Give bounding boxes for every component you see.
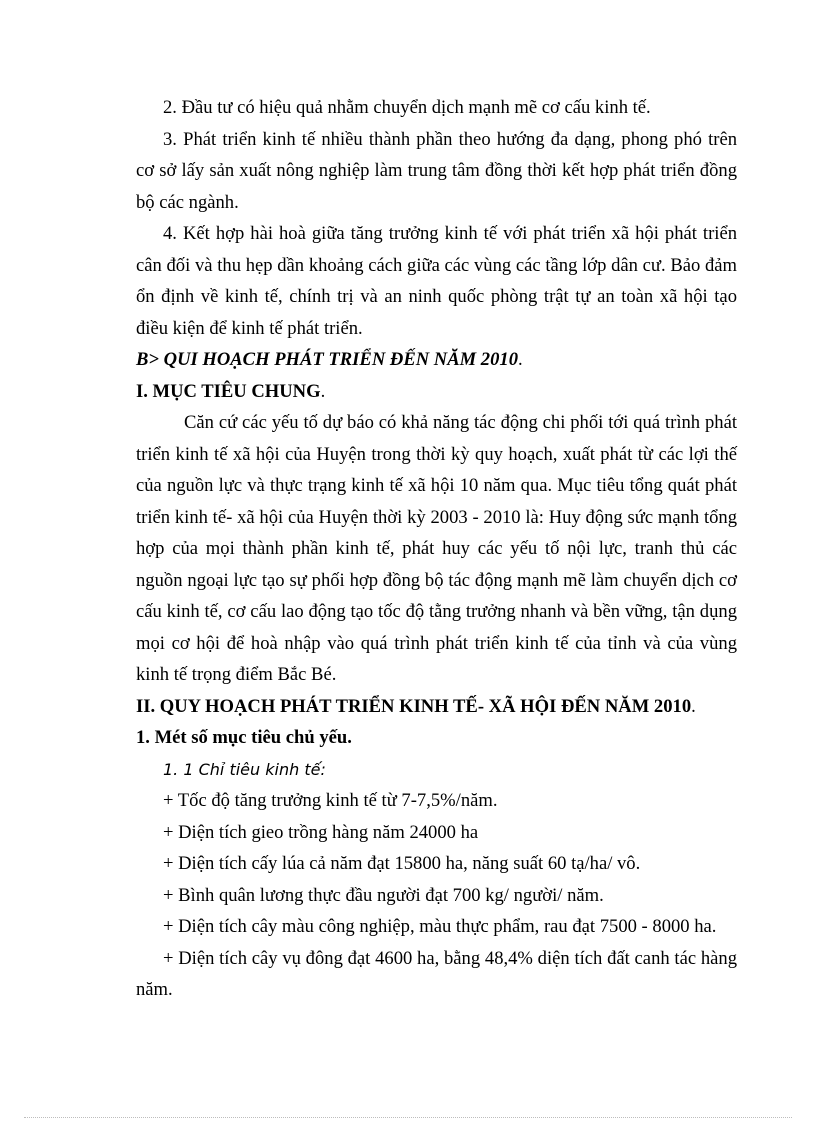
section-b-heading	[136, 344, 737, 376]
section-b-heading-text: B> QUI HOẠCH PHÁT TRIỂN ĐẾN NĂM 2010	[136, 349, 518, 370]
section-2-subheading: 1. Mét số mục tiêu chủ yếu.	[136, 727, 352, 748]
section-1-heading	[136, 376, 737, 408]
section-2-heading-suffix: .	[691, 695, 696, 717]
list-item: + Diện tích gieo trồng hàng năm 24000 ha	[163, 821, 479, 843]
list-item: + Tốc độ tăng trưởng kinh tế từ 7-7,5%/năm.	[163, 790, 498, 811]
section-b-heading-suffix: .	[518, 349, 523, 370]
document-body	[136, 92, 737, 1006]
paragraph-item-2: 2. Đầu tư có hiệu quả nhằm chuyển dịch mạnh mẽ cơ cấu kinh tế.	[163, 97, 651, 118]
list-item: + Bình quân lương thực đầu người đạt 700 kg/ người/ năm.	[163, 884, 604, 906]
paragraph-item-4: 4. Kết hợp hài hoà giữa tăng trưởng kinh tế với phát triển xã hội phát triển cân đối và thu hẹp dần khoảng cách giữa các vùng các tầng lớp dân cư. Bảo đảm ổn định về kinh tế, chính trị và an ninh quốc phòng trật tự an toàn xã hội tạo điều kiện để kinh tế phát triển.	[136, 223, 737, 339]
section-2-subsubheading: 1. 1 Chỉ tiêu kinh tế:	[163, 759, 326, 779]
section-2-heading	[136, 691, 737, 723]
section-1-heading-text: I. MỤC TIÊU CHUNG	[136, 380, 321, 402]
page-bottom-divider	[24, 1117, 792, 1118]
list-item: + Diện tích cây vụ đông đạt 4600 ha, bằng 48,4% diện tích đất canh tác hàng năm.	[136, 947, 737, 1000]
list-item: + Diện tích cấy lúa cả năm đạt 15800 ha, năng suất 60 tạ/ha/ vô.	[163, 853, 641, 874]
section-1-heading-suffix: .	[320, 380, 326, 402]
section-2-heading-text: II. QUY HOẠCH PHÁT TRIỂN KINH TẾ- XÃ HỘI ĐẾN NĂM 2010	[136, 695, 692, 717]
section-1-body: Căn cứ các yếu tố dự báo có khả năng tác động chi phối tới quá trình phát triển kinh tế xã hội của Huyện trong thời kỳ quy hoạch, xuất phát từ các lợi thế của nguồn lực và thực trạng kinh tế xã hội 10 năm qua. Mục tiêu tổng quát phát triển kinh tế- xã hội của Huyện thời kỳ 2003 - 2010 là: Huy động sức mạnh tổng hợp của mọi thành phần kinh tế, phát huy các yếu tố nội lực, tranh thủ các nguồn ngoại lực tạo sự phối hợp đồng bộ tác động mạnh mẽ làm chuyển dịch cơ cấu kinh tế, cơ cấu lao động tạo tốc độ tằng trưởng nhanh và bền vững, tận dụng mọi cơ hội để hoà nhập vào quá trình phát triển kinh tế của tỉnh và của vùng kinh tế trọng điểm Bắc Bé.	[136, 412, 737, 685]
paragraph-item-3: 3. Phát triển kinh tế nhiều thành phần theo hướng đa dạng, phong phó trên cơ sở lấy sản xuất nông nghiệp làm trung tâm đồng thời kết hợp phát triển đồng bộ các ngành.	[136, 128, 737, 213]
list-item: + Diện tích cây màu công nghiệp, màu thực phẩm, rau đạt 7500 - 8000 ha.	[163, 916, 717, 937]
